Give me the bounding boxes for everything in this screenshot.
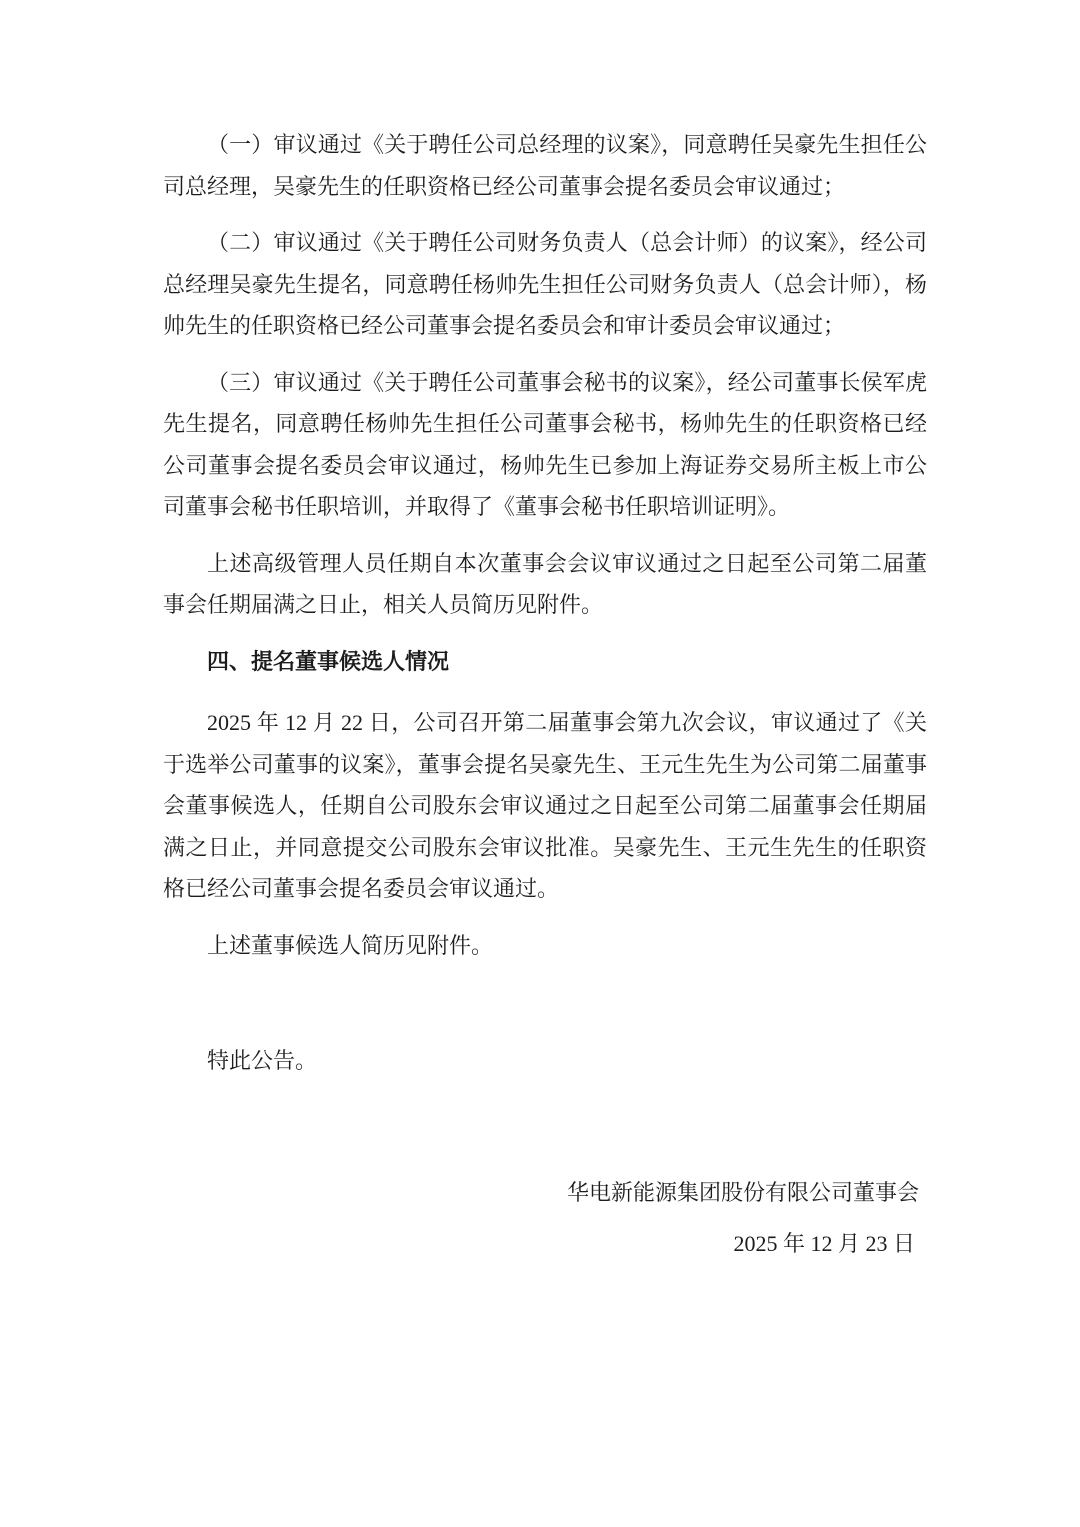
signature-company-board: 华电新能源集团股份有限公司董事会 — [566, 1179, 919, 1205]
paragraph-director-nomination: 2025 年 12 月 22 日，公司召开第二届董事会第九次会议，审议通过了《关于选举公司董事的议案》，董事会提名吴豪先生、王元生先生为公司第二届董事会董事候选人，任期自公司股东会审议通过之日起至公司第二届董事会任期届满之日止，并同意提交公司股东会审议批准。吴豪先生、王元生先生的任职资格已经公司董事会提名委员会审议通过。 — [163, 710, 927, 901]
signature-date: 2025 年 12 月 23 日 — [733, 1231, 915, 1256]
closing-statement: 特此公告。 — [207, 1048, 318, 1073]
section-heading-nominated-directors: 四、提名董事候选人情况 — [207, 648, 450, 674]
paragraph-resolution-item-3: （三）审议通过《关于聘任公司董事会秘书的议案》，经公司董事长侯军虎先生提名，同意聘任杨帅先生担任公司董事会秘书，杨帅先生的任职资格已经公司董事会提名委员会审议通过，杨帅先生已参加上海证券交易所主板上市公司董事会秘书任职培训，并取得了《董事会秘书任职培训证明》。 — [163, 369, 927, 519]
paragraph-resolution-item-1: （一）审议通过《关于聘任公司总经理的议案》，同意聘任吴豪先生担任公司总经理，吴豪先生的任职资格已经公司董事会提名委员会审议通过； — [163, 132, 927, 199]
paragraph-resolution-item-2: （二）审议通过《关于聘任公司财务负责人（总会计师）的议案》，经公司总经理吴豪先生提名，同意聘任杨帅先生担任公司财务负责人（总会计师），杨帅先生的任职资格已经公司董事会提名委员会和审计委员会审议通过； — [163, 230, 927, 338]
paragraph-term-of-office: 上述高级管理人员任期自本次董事会会议审议通过之日起至公司第二届董事会任期届满之日止，相关人员简历见附件。 — [163, 550, 927, 617]
paragraph-resume-attachment-note: 上述董事候选人简历见附件。 — [207, 932, 494, 958]
